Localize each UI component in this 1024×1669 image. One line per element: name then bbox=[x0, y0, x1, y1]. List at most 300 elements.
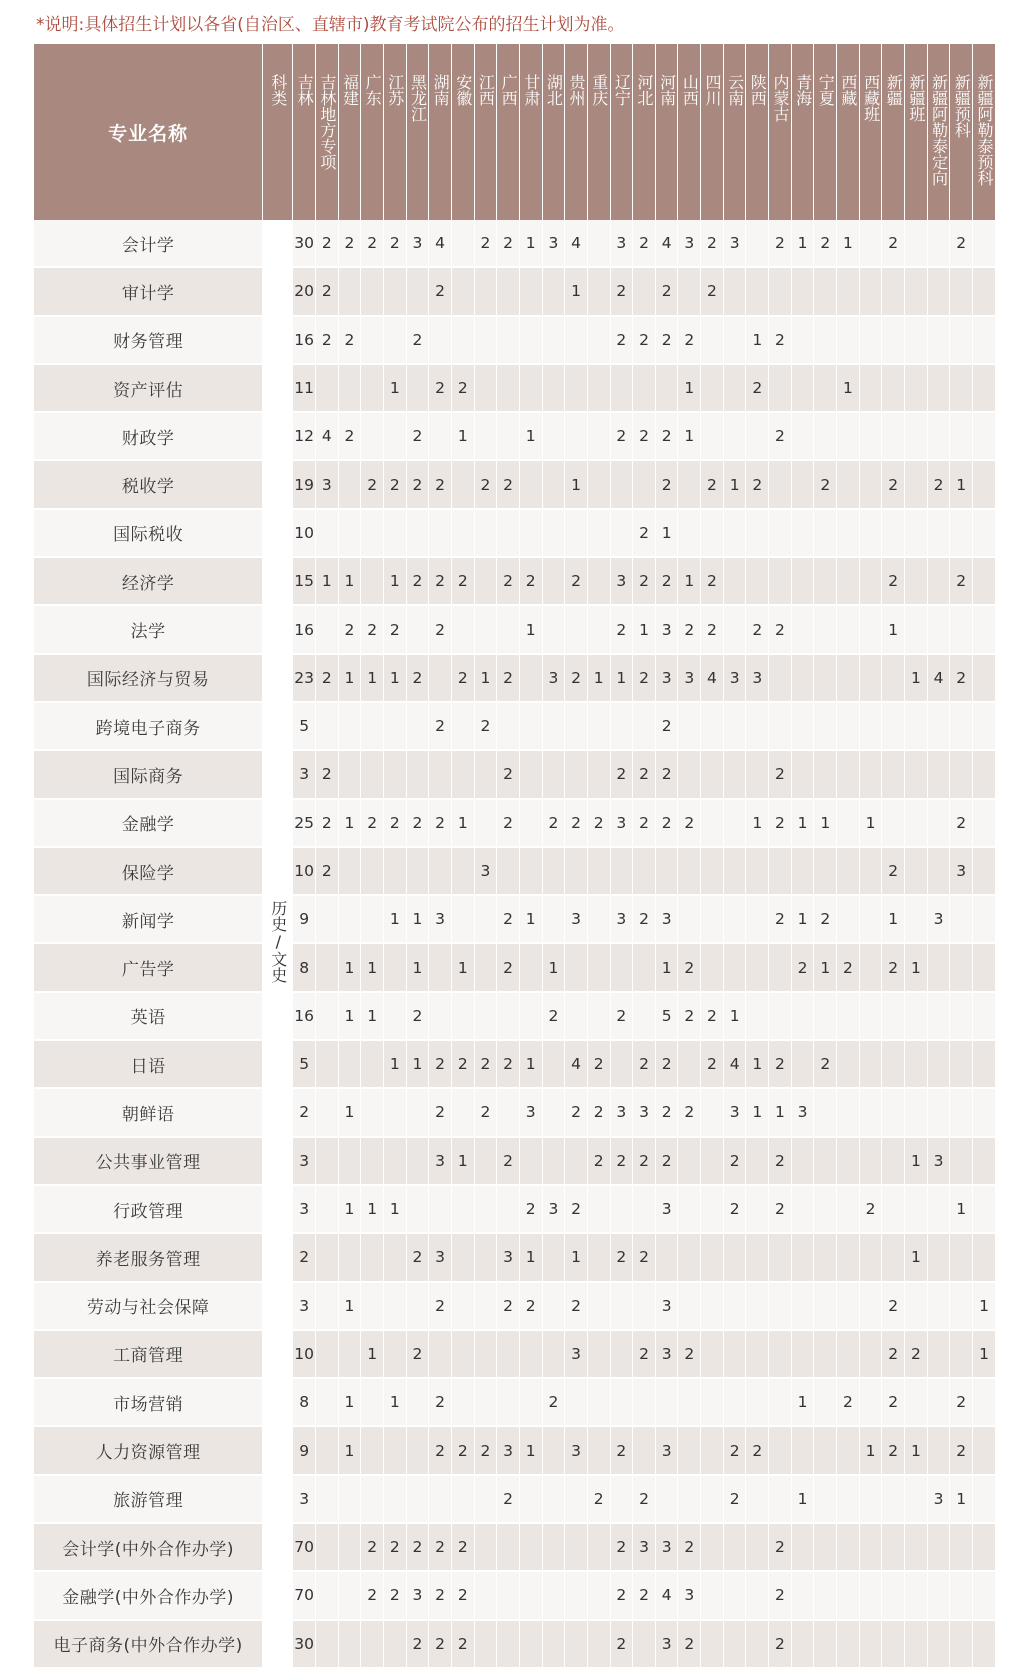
quota-cell bbox=[587, 992, 610, 1040]
quota-cell bbox=[837, 1523, 860, 1571]
quota-cell: 2 bbox=[905, 1330, 928, 1378]
quota-cell bbox=[859, 943, 882, 991]
quota-cell bbox=[791, 509, 814, 557]
quota-cell bbox=[769, 992, 792, 1040]
quota-cell bbox=[519, 943, 542, 991]
quota-cell bbox=[723, 847, 746, 895]
quota-cell bbox=[429, 1330, 452, 1378]
table-row bbox=[34, 1233, 996, 1281]
quota-cell bbox=[791, 316, 814, 364]
quota-cell: 3 bbox=[633, 1088, 656, 1136]
quota-cell: 2 bbox=[769, 799, 792, 847]
quota-cell bbox=[361, 557, 384, 605]
quota-cell: 2 bbox=[633, 799, 656, 847]
quota-cell bbox=[383, 702, 406, 750]
quota-cell: 2 bbox=[406, 1523, 429, 1571]
quota-cell: 2 bbox=[655, 799, 678, 847]
quota-cell bbox=[565, 509, 588, 557]
quota-cell bbox=[973, 220, 996, 267]
quota-cell bbox=[497, 702, 520, 750]
quota-cell bbox=[791, 1620, 814, 1668]
quota-cell bbox=[882, 1185, 905, 1233]
quota-cell: 2 bbox=[497, 1282, 520, 1330]
major-name-cell: 会计学 bbox=[34, 220, 263, 267]
quota-cell: 1 bbox=[519, 1233, 542, 1281]
quota-cell bbox=[406, 1088, 429, 1136]
quota-cell bbox=[338, 1571, 361, 1619]
quota-cell bbox=[701, 1137, 724, 1185]
quota-cell bbox=[451, 316, 474, 364]
major-name-cell: 保险学 bbox=[34, 847, 263, 895]
quota-cell bbox=[973, 1378, 996, 1426]
quota-cell bbox=[973, 316, 996, 364]
quota-cell bbox=[905, 1040, 928, 1088]
quota-cell: 2 bbox=[406, 992, 429, 1040]
quota-cell: 1 bbox=[361, 943, 384, 991]
quota-cell bbox=[859, 847, 882, 895]
quota-cell bbox=[882, 364, 905, 412]
quota-cell bbox=[361, 847, 384, 895]
quota-cell bbox=[361, 509, 384, 557]
quota-cell: 2 bbox=[814, 1040, 837, 1088]
quota-cell bbox=[814, 557, 837, 605]
quota-cell: 3 bbox=[723, 654, 746, 702]
table-row bbox=[34, 750, 996, 798]
quota-cell bbox=[678, 1378, 701, 1426]
quota-cell bbox=[837, 1330, 860, 1378]
quota-cell bbox=[746, 1282, 769, 1330]
quota-cell: 2 bbox=[882, 1282, 905, 1330]
quota-cell bbox=[769, 1330, 792, 1378]
quota-cell bbox=[315, 1282, 338, 1330]
quota-cell bbox=[927, 1523, 950, 1571]
table-row bbox=[34, 364, 996, 412]
quota-cell bbox=[315, 1088, 338, 1136]
quota-cell bbox=[701, 702, 724, 750]
quota-cell bbox=[429, 412, 452, 460]
table-header-row bbox=[34, 44, 996, 220]
quota-cell bbox=[791, 267, 814, 315]
quota-cell bbox=[746, 412, 769, 460]
quota-cell bbox=[542, 750, 565, 798]
quota-cell bbox=[837, 267, 860, 315]
quota-cell bbox=[338, 1330, 361, 1378]
quota-cell: 1 bbox=[973, 1282, 996, 1330]
quota-cell bbox=[315, 1330, 338, 1378]
quota-cell bbox=[474, 557, 497, 605]
quota-cell bbox=[542, 364, 565, 412]
quota-cell bbox=[769, 1233, 792, 1281]
quota-cell: 5 bbox=[293, 702, 316, 750]
table-row bbox=[34, 702, 996, 750]
quota-cell bbox=[927, 1185, 950, 1233]
quota-cell bbox=[746, 509, 769, 557]
quota-cell: 1 bbox=[565, 267, 588, 315]
quota-cell: 2 bbox=[633, 1137, 656, 1185]
quota-cell bbox=[769, 702, 792, 750]
quota-cell bbox=[791, 750, 814, 798]
category-cell: 历史/文史 bbox=[263, 220, 293, 1668]
quota-cell bbox=[519, 460, 542, 508]
quota-cell: 12 bbox=[293, 412, 316, 460]
quota-cell bbox=[973, 1137, 996, 1185]
major-name-cell: 法学 bbox=[34, 605, 263, 653]
quota-cell: 3 bbox=[655, 1620, 678, 1668]
quota-cell bbox=[701, 1475, 724, 1523]
quota-cell bbox=[927, 702, 950, 750]
quota-cell bbox=[497, 992, 520, 1040]
quota-cell bbox=[882, 267, 905, 315]
quota-cell bbox=[497, 316, 520, 364]
quota-cell bbox=[882, 992, 905, 1040]
quota-cell bbox=[927, 1040, 950, 1088]
quota-cell: 2 bbox=[791, 943, 814, 991]
quota-cell: 3 bbox=[927, 1475, 950, 1523]
quota-cell: 2 bbox=[655, 1137, 678, 1185]
quota-cell bbox=[451, 750, 474, 798]
quota-cell bbox=[474, 316, 497, 364]
quota-cell: 4 bbox=[723, 1040, 746, 1088]
major-name-cell: 市场营销 bbox=[34, 1378, 263, 1426]
quota-cell bbox=[406, 1282, 429, 1330]
quota-cell bbox=[905, 460, 928, 508]
quota-cell bbox=[383, 1426, 406, 1474]
quota-cell bbox=[746, 847, 769, 895]
quota-cell: 2 bbox=[814, 460, 837, 508]
quota-cell bbox=[565, 1523, 588, 1571]
quota-cell bbox=[837, 1185, 860, 1233]
quota-cell bbox=[814, 1282, 837, 1330]
quota-cell: 2 bbox=[950, 799, 973, 847]
quota-cell: 2 bbox=[429, 1282, 452, 1330]
quota-cell: 2 bbox=[723, 1475, 746, 1523]
quota-cell: 3 bbox=[542, 1185, 565, 1233]
table-row bbox=[34, 1040, 996, 1088]
quota-cell: 1 bbox=[905, 943, 928, 991]
quota-cell: 3 bbox=[723, 220, 746, 267]
quota-cell bbox=[451, 1233, 474, 1281]
quota-cell: 2 bbox=[655, 1088, 678, 1136]
quota-cell: 2 bbox=[519, 1282, 542, 1330]
quota-cell: 3 bbox=[610, 220, 633, 267]
quota-cell: 2 bbox=[678, 943, 701, 991]
quota-cell bbox=[633, 992, 656, 1040]
table-row bbox=[34, 799, 996, 847]
quota-cell bbox=[927, 1233, 950, 1281]
quota-cell: 2 bbox=[746, 364, 769, 412]
quota-cell: 2 bbox=[383, 799, 406, 847]
quota-cell: 2 bbox=[610, 992, 633, 1040]
quota-cell bbox=[519, 1330, 542, 1378]
table-row bbox=[34, 943, 996, 991]
quota-cell bbox=[905, 509, 928, 557]
region-column-header: 内蒙古 bbox=[769, 44, 792, 220]
quota-cell bbox=[519, 654, 542, 702]
quota-cell bbox=[950, 605, 973, 653]
quota-cell bbox=[338, 702, 361, 750]
quota-cell bbox=[338, 847, 361, 895]
quota-cell bbox=[882, 1475, 905, 1523]
quota-cell bbox=[791, 1330, 814, 1378]
quota-cell: 2 bbox=[315, 799, 338, 847]
quota-cell bbox=[542, 895, 565, 943]
quota-cell: 2 bbox=[723, 1137, 746, 1185]
quota-cell: 3 bbox=[746, 654, 769, 702]
quota-cell: 1 bbox=[633, 605, 656, 653]
quota-cell bbox=[769, 267, 792, 315]
quota-cell: 1 bbox=[882, 895, 905, 943]
region-column-header: 宁夏 bbox=[814, 44, 837, 220]
quota-cell bbox=[315, 895, 338, 943]
quota-cell bbox=[315, 943, 338, 991]
quota-cell bbox=[814, 1426, 837, 1474]
quota-cell bbox=[451, 1330, 474, 1378]
quota-cell bbox=[497, 412, 520, 460]
quota-cell bbox=[769, 364, 792, 412]
quota-cell bbox=[882, 1088, 905, 1136]
quota-cell: 2 bbox=[723, 1185, 746, 1233]
quota-cell bbox=[950, 943, 973, 991]
quota-cell: 1 bbox=[519, 1040, 542, 1088]
quota-cell bbox=[542, 267, 565, 315]
quota-cell bbox=[769, 557, 792, 605]
quota-cell bbox=[791, 1137, 814, 1185]
region-column-header: 新疆阿勒泰预科 bbox=[973, 44, 996, 220]
quota-cell: 2 bbox=[633, 1233, 656, 1281]
quota-cell: 1 bbox=[361, 992, 384, 1040]
quota-cell bbox=[837, 1571, 860, 1619]
quota-cell bbox=[927, 1282, 950, 1330]
quota-cell: 2 bbox=[315, 316, 338, 364]
quota-cell: 2 bbox=[497, 799, 520, 847]
quota-cell bbox=[859, 1137, 882, 1185]
quota-cell: 2 bbox=[406, 1233, 429, 1281]
quota-cell bbox=[429, 1475, 452, 1523]
quota-cell bbox=[905, 799, 928, 847]
quota-cell bbox=[837, 509, 860, 557]
quota-cell bbox=[882, 750, 905, 798]
quota-cell: 3 bbox=[519, 1088, 542, 1136]
quota-cell bbox=[542, 847, 565, 895]
table-row bbox=[34, 605, 996, 653]
quota-cell bbox=[973, 1426, 996, 1474]
major-name-cell: 广告学 bbox=[34, 943, 263, 991]
quota-cell bbox=[633, 364, 656, 412]
quota-cell bbox=[361, 1040, 384, 1088]
quota-cell: 2 bbox=[497, 1475, 520, 1523]
quota-cell bbox=[519, 1620, 542, 1668]
quota-cell bbox=[587, 509, 610, 557]
quota-cell: 4 bbox=[565, 1040, 588, 1088]
quota-cell bbox=[837, 1475, 860, 1523]
quota-cell bbox=[701, 316, 724, 364]
disclaimer-note: *说明:具体招生计划以各省(自治区、直辖市)教育考试院公布的招生计划为准。 bbox=[36, 15, 625, 35]
quota-cell bbox=[542, 460, 565, 508]
quota-cell: 3 bbox=[678, 654, 701, 702]
major-name-cell: 行政管理 bbox=[34, 1185, 263, 1233]
quota-cell bbox=[701, 1330, 724, 1378]
region-column-header: 新疆预科 bbox=[950, 44, 973, 220]
quota-cell: 1 bbox=[406, 943, 429, 991]
quota-cell bbox=[746, 750, 769, 798]
quota-cell: 3 bbox=[497, 1233, 520, 1281]
major-column-header: 专业名称 bbox=[34, 44, 263, 220]
quota-cell: 2 bbox=[383, 1571, 406, 1619]
quota-cell: 3 bbox=[610, 1088, 633, 1136]
quota-cell bbox=[542, 1137, 565, 1185]
quota-cell: 2 bbox=[633, 1040, 656, 1088]
table-row bbox=[34, 220, 996, 267]
quota-cell: 2 bbox=[361, 1571, 384, 1619]
quota-cell bbox=[383, 847, 406, 895]
quota-cell: 2 bbox=[519, 1185, 542, 1233]
quota-cell: 1 bbox=[587, 654, 610, 702]
quota-cell bbox=[610, 1330, 633, 1378]
region-column-header: 河北 bbox=[633, 44, 656, 220]
quota-cell: 30 bbox=[293, 220, 316, 267]
quota-cell: 1 bbox=[791, 220, 814, 267]
quota-cell bbox=[361, 1378, 384, 1426]
quota-cell bbox=[338, 509, 361, 557]
quota-cell bbox=[361, 1088, 384, 1136]
quota-cell bbox=[542, 605, 565, 653]
quota-cell bbox=[542, 1620, 565, 1668]
quota-cell: 2 bbox=[338, 220, 361, 267]
quota-cell bbox=[859, 654, 882, 702]
quota-cell: 2 bbox=[429, 267, 452, 315]
quota-cell bbox=[565, 992, 588, 1040]
quota-cell bbox=[701, 1233, 724, 1281]
quota-cell bbox=[406, 750, 429, 798]
quota-cell: 3 bbox=[565, 1426, 588, 1474]
major-name-cell: 财务管理 bbox=[34, 316, 263, 364]
quota-cell bbox=[701, 1185, 724, 1233]
quota-cell: 1 bbox=[451, 799, 474, 847]
quota-cell: 1 bbox=[565, 460, 588, 508]
table-row bbox=[34, 847, 996, 895]
quota-cell: 2 bbox=[678, 1088, 701, 1136]
quota-cell: 8 bbox=[293, 943, 316, 991]
quota-cell bbox=[678, 702, 701, 750]
quota-cell: 2 bbox=[315, 847, 338, 895]
region-column-header: 云南 bbox=[723, 44, 746, 220]
quota-cell bbox=[655, 1475, 678, 1523]
quota-cell bbox=[905, 412, 928, 460]
quota-cell: 1 bbox=[973, 1330, 996, 1378]
quota-cell bbox=[383, 509, 406, 557]
table-row bbox=[34, 267, 996, 315]
quota-cell: 2 bbox=[678, 316, 701, 364]
quota-cell: 2 bbox=[678, 1330, 701, 1378]
quota-cell bbox=[769, 1426, 792, 1474]
quota-cell: 2 bbox=[315, 267, 338, 315]
quota-cell: 1 bbox=[837, 220, 860, 267]
table-row bbox=[34, 1378, 996, 1426]
quota-cell: 2 bbox=[406, 412, 429, 460]
quota-cell bbox=[905, 1571, 928, 1619]
quota-cell bbox=[723, 509, 746, 557]
quota-cell bbox=[678, 1233, 701, 1281]
quota-cell bbox=[587, 1185, 610, 1233]
quota-cell bbox=[587, 557, 610, 605]
quota-cell bbox=[655, 364, 678, 412]
quota-cell bbox=[633, 702, 656, 750]
quota-cell: 2 bbox=[882, 1426, 905, 1474]
quota-cell: 1 bbox=[565, 1233, 588, 1281]
quota-cell bbox=[587, 316, 610, 364]
quota-cell: 1 bbox=[383, 654, 406, 702]
region-column-header: 安徽 bbox=[451, 44, 474, 220]
quota-cell bbox=[927, 364, 950, 412]
table-row bbox=[34, 1475, 996, 1523]
quota-cell bbox=[429, 943, 452, 991]
quota-cell bbox=[905, 557, 928, 605]
quota-cell bbox=[701, 1571, 724, 1619]
quota-cell: 20 bbox=[293, 267, 316, 315]
quota-cell bbox=[905, 316, 928, 364]
quota-cell: 1 bbox=[791, 1475, 814, 1523]
quota-cell bbox=[451, 220, 474, 267]
quota-cell bbox=[565, 750, 588, 798]
quota-cell bbox=[927, 1378, 950, 1426]
quota-cell bbox=[474, 1475, 497, 1523]
region-column-header: 新疆阿勒泰定向 bbox=[927, 44, 950, 220]
region-column-header: 贵州 bbox=[565, 44, 588, 220]
quota-cell bbox=[542, 1088, 565, 1136]
table-body bbox=[34, 220, 996, 1668]
quota-cell: 3 bbox=[655, 1426, 678, 1474]
major-name-cell: 工商管理 bbox=[34, 1330, 263, 1378]
quota-cell bbox=[723, 1282, 746, 1330]
table-row bbox=[34, 460, 996, 508]
quota-cell: 1 bbox=[338, 992, 361, 1040]
quota-cell bbox=[474, 1282, 497, 1330]
region-column-header: 广西 bbox=[497, 44, 520, 220]
quota-cell bbox=[587, 1330, 610, 1378]
quota-cell bbox=[587, 702, 610, 750]
quota-cell bbox=[814, 847, 837, 895]
quota-cell bbox=[723, 316, 746, 364]
quota-cell bbox=[474, 992, 497, 1040]
major-name-cell: 金融学(中外合作办学) bbox=[34, 1571, 263, 1619]
category-column-header: 科类 bbox=[263, 44, 293, 220]
quota-cell bbox=[769, 460, 792, 508]
quota-cell: 15 bbox=[293, 557, 316, 605]
quota-cell bbox=[451, 895, 474, 943]
quota-cell bbox=[746, 895, 769, 943]
quota-cell: 2 bbox=[633, 509, 656, 557]
quota-cell bbox=[429, 1185, 452, 1233]
quota-cell: 2 bbox=[361, 460, 384, 508]
quota-cell bbox=[701, 750, 724, 798]
quota-cell: 2 bbox=[633, 1571, 656, 1619]
quota-cell bbox=[859, 220, 882, 267]
quota-cell bbox=[701, 1088, 724, 1136]
region-column-header: 湖南 bbox=[429, 44, 452, 220]
quota-cell: 2 bbox=[610, 750, 633, 798]
quota-cell: 3 bbox=[315, 460, 338, 508]
region-column-header: 辽宁 bbox=[610, 44, 633, 220]
quota-cell: 5 bbox=[655, 992, 678, 1040]
quota-cell bbox=[565, 847, 588, 895]
quota-cell bbox=[519, 1523, 542, 1571]
quota-cell bbox=[905, 895, 928, 943]
quota-cell bbox=[497, 1620, 520, 1668]
quota-cell: 1 bbox=[859, 1426, 882, 1474]
quota-cell bbox=[723, 1620, 746, 1668]
quota-cell bbox=[610, 1378, 633, 1426]
quota-cell: 2 bbox=[633, 557, 656, 605]
